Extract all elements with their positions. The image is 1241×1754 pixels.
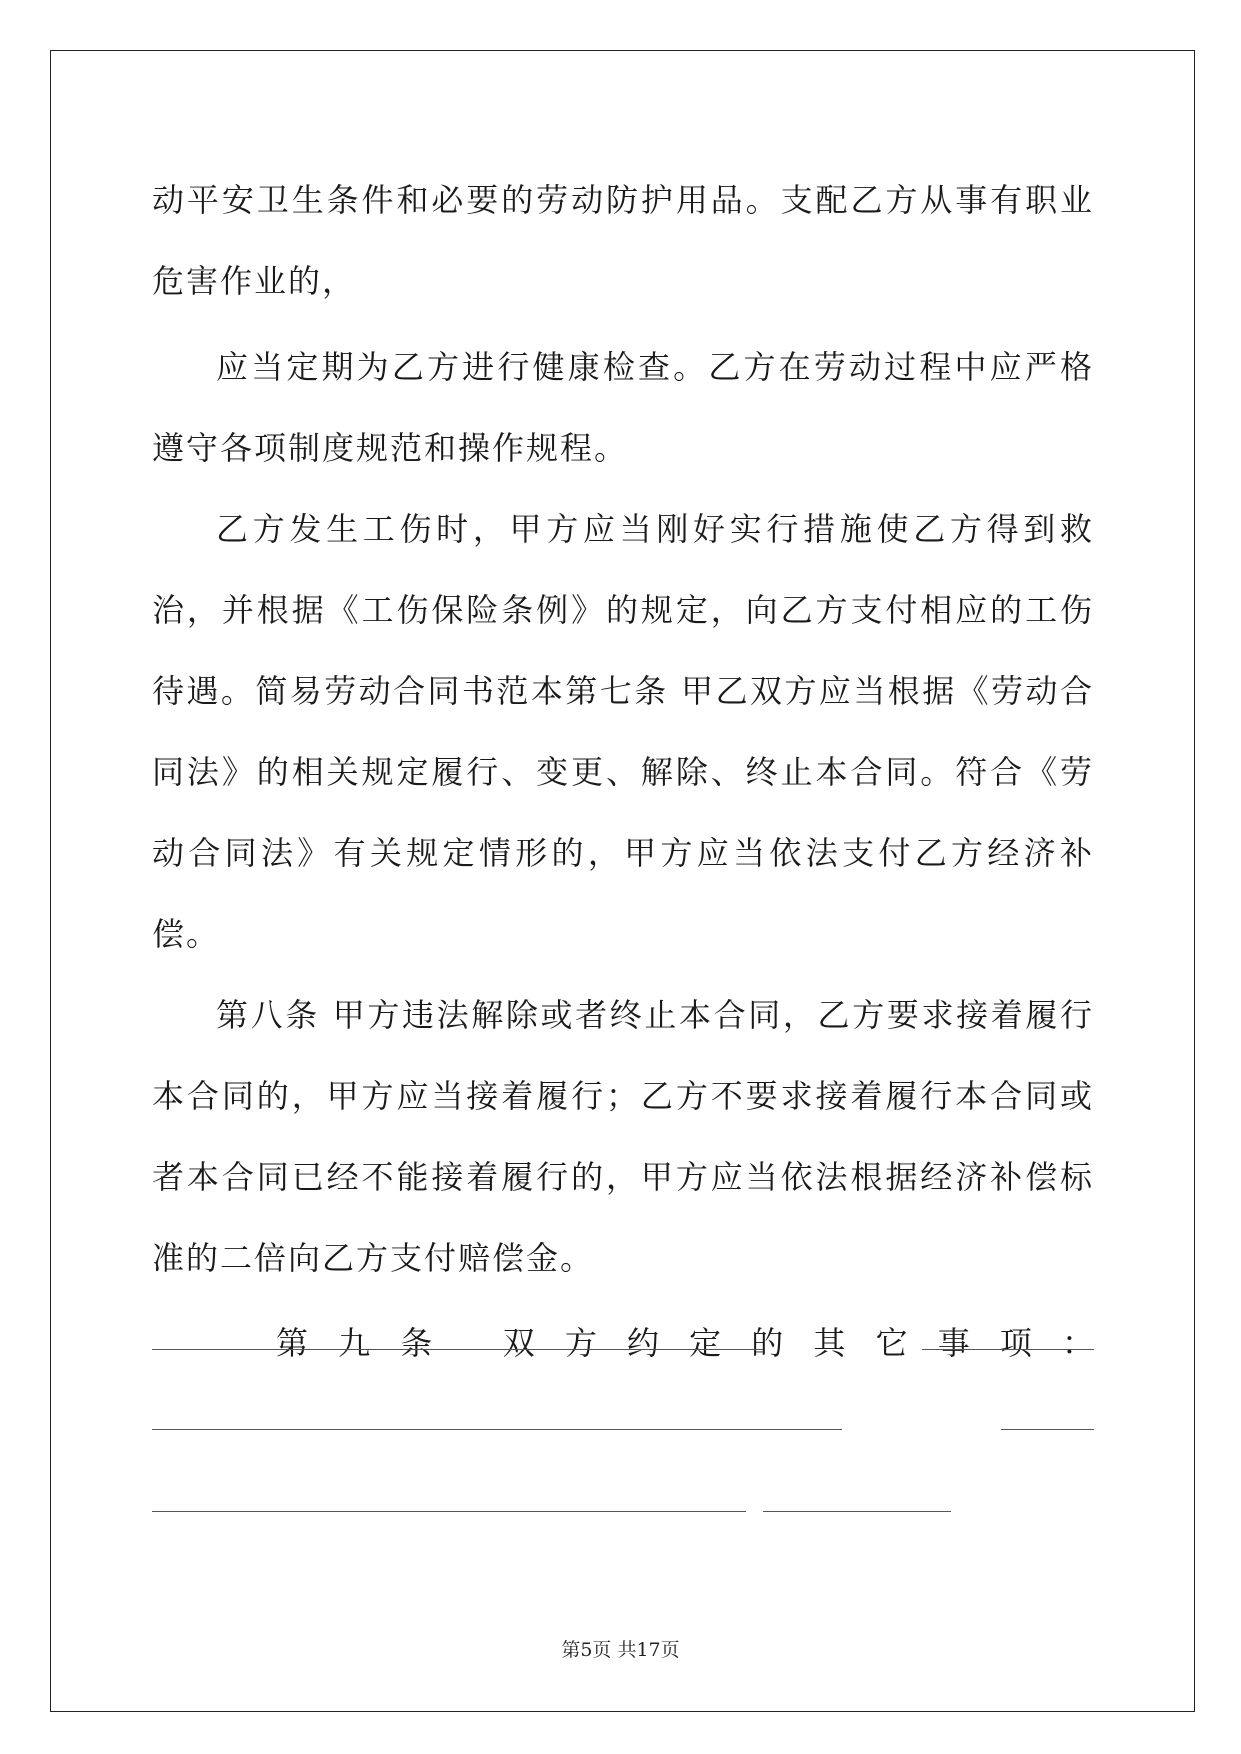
blank-line-2a	[152, 1429, 842, 1430]
article-9-char: 方	[564, 1324, 597, 1362]
article-9-char: 第	[276, 1324, 309, 1362]
article-9-char: 约	[627, 1324, 660, 1362]
blank-line-1a	[152, 1349, 763, 1350]
article-9-char: 其	[813, 1324, 846, 1362]
article-9-char: 的	[751, 1324, 784, 1362]
article-9-char: 事	[937, 1324, 970, 1362]
article-9-char: 它	[875, 1324, 908, 1362]
article-9-heading	[152, 1303, 1094, 1384]
blank-line-1b	[922, 1349, 1094, 1350]
article-9-char: 定	[689, 1324, 722, 1362]
article-9-char: 九	[338, 1324, 371, 1362]
article-9-char: 条	[400, 1324, 433, 1362]
article-9-char	[462, 1303, 472, 1384]
blank-line-3b	[763, 1511, 951, 1512]
paragraph-3: 乙方发生工伤时，甲方应当刚好实行措施使乙方得到救治，并根据《工伤保险条例》的规定，向乙方支付相应的工伤待遇。简易劳动合同书范本第七条 甲乙双方应当根据《劳动合同法》的相关规定履行、变更、解除、终止本合同。符合《劳动合同法》有关规定情形的，甲方应当依法支付乙方经济补偿。	[152, 510, 1094, 953]
article-9-char: ：	[1061, 1324, 1094, 1362]
blank-line-2b	[1001, 1429, 1094, 1430]
paragraph-4: 第八条 甲方违法解除或者终止本合同，乙方要求接着履行本合同的，甲方应当接着履行；乙方不要求接着履行本合同或者本合同已经不能接着履行的，甲方应当依法根据经济补偿标准的二倍向乙方支付赔偿金。	[152, 996, 1094, 1277]
paragraph-2: 应当定期为乙方进行健康检查。乙方在劳动过程中应严格遵守各项制度规范和操作规程。	[152, 348, 1094, 467]
page-number: 第5页 共17页	[561, 1639, 680, 1661]
blank-line-3a	[152, 1511, 746, 1512]
paragraph-1: 动平安卫生条件和必要的劳动防护用品。支配乙方从事有职业危害作业的，	[152, 181, 1094, 300]
article-9-char: 双	[502, 1324, 535, 1362]
document-body	[152, 160, 1094, 1384]
article-9-char: 项	[999, 1324, 1032, 1362]
